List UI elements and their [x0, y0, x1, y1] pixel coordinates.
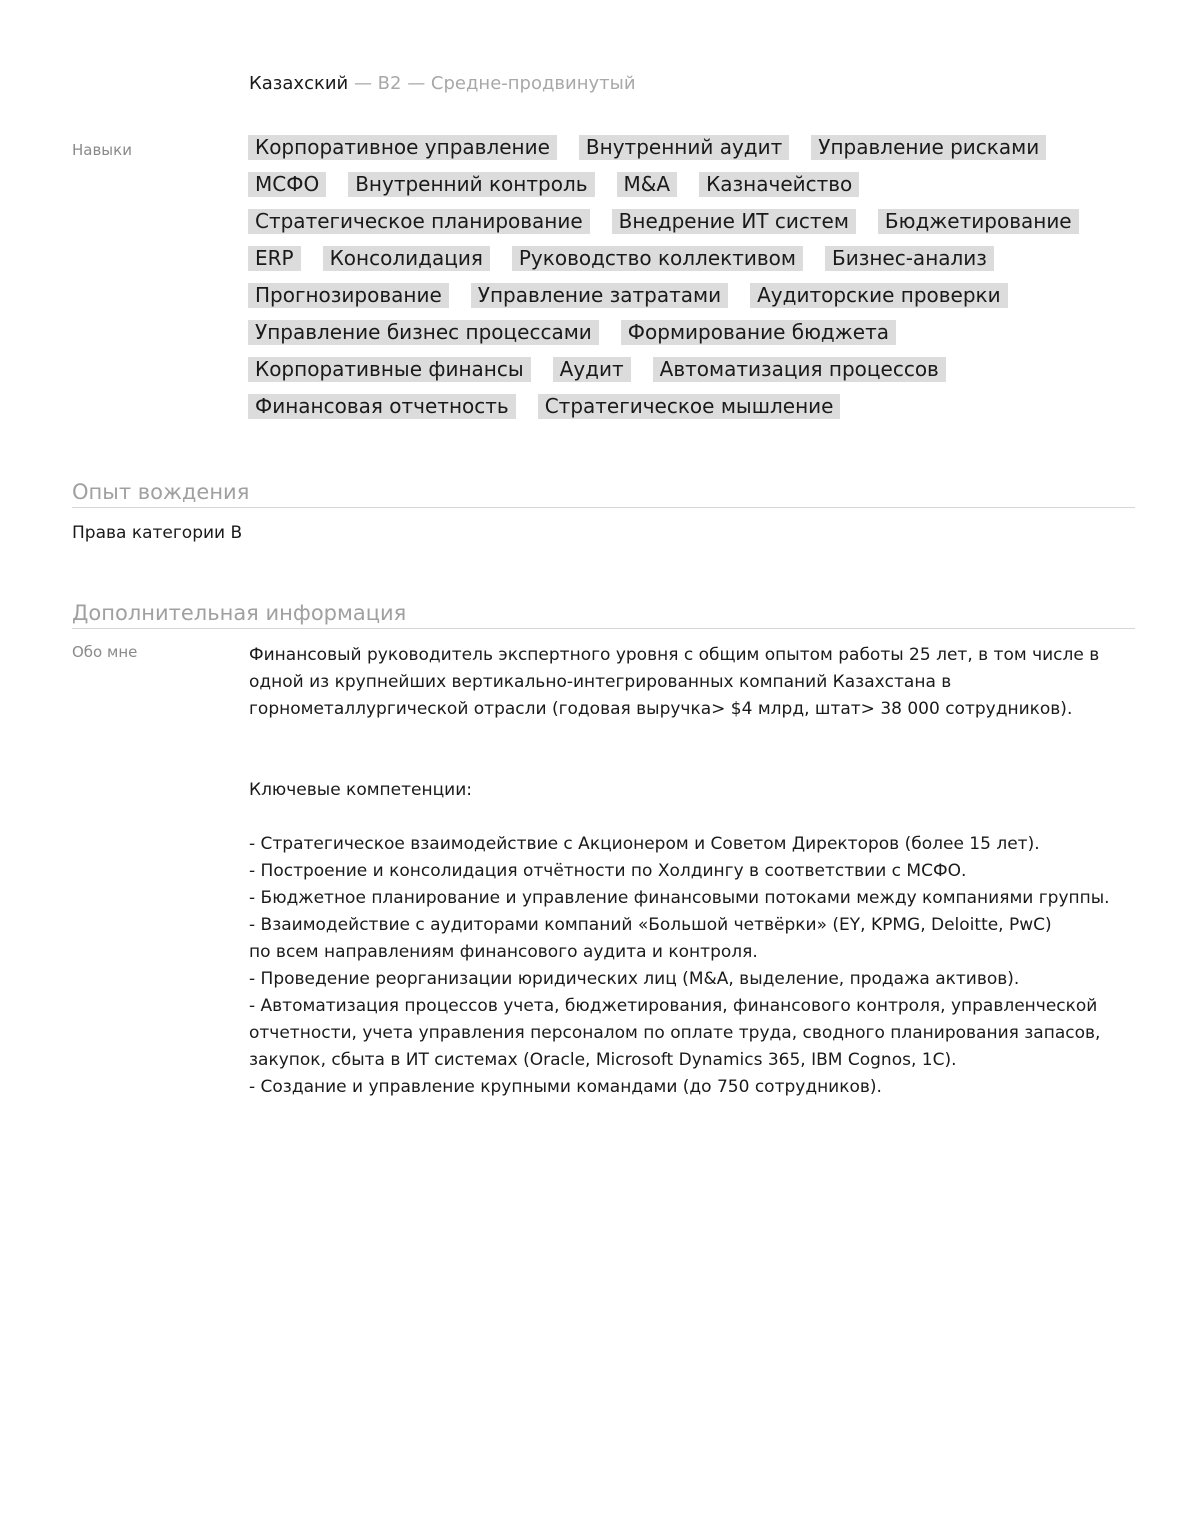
additional-info-section-title: Дополнительная информация — [72, 599, 1135, 629]
competencies-list — [249, 831, 1149, 1101]
competency-item: - Проведение реорганизации юридических лиц (M&A, выделение, продажа активов). — [249, 969, 1020, 989]
skill-tag: Внедрение ИТ систем — [612, 209, 856, 234]
language-entry — [249, 72, 636, 96]
skill-tag: Консолидация — [323, 246, 490, 271]
competency-item: - Взаимодействие с аудиторами компаний «Большой четвёрки» (EY, KPMG, Deloitte, PwC) по всем направлениям финансового аудита и контроля. — [249, 915, 1052, 962]
skill-tag: Бюджетирование — [878, 209, 1079, 234]
competency-item: - Построение и консолидация отчётности по Холдингу в соответствии с МСФО. — [249, 861, 967, 881]
skill-tag: Внутренний контроль — [348, 172, 594, 197]
driving-section-title: Опыт вождения — [72, 478, 1135, 508]
skill-tag: Формирование бюджета — [621, 320, 896, 345]
skill-tag: Управление бизнес процессами — [248, 320, 599, 345]
skill-tag: Управление рисками — [811, 135, 1046, 160]
skill-tag: Аудит — [553, 357, 631, 382]
skill-tag: Автоматизация процессов — [653, 357, 946, 382]
competencies-heading: Ключевые компетенции: — [249, 780, 472, 800]
competency-item: - Создание и управление крупными командами (до 750 сотрудников). — [249, 1077, 882, 1097]
skill-tag: Корпоративное управление — [248, 135, 557, 160]
skill-tag: Аудиторские проверки — [750, 283, 1008, 308]
skill-tag: Корпоративные финансы — [248, 357, 531, 382]
skill-tag: Стратегическое мышление — [538, 394, 841, 419]
skill-tag: Бизнес-анализ — [825, 246, 994, 271]
skills-label: Навыки — [72, 141, 132, 159]
skill-tag: Казначейство — [699, 172, 859, 197]
competency-item: - Стратегическое взаимодействие с Акционером и Советом Директоров (более 15 лет). — [249, 834, 1040, 854]
about-me-text — [249, 642, 1149, 1101]
about-me-label: Обо мне — [72, 643, 138, 661]
competency-item: - Бюджетное планирование и управление финансовыми потоками между компаниями группы. — [249, 888, 1110, 908]
skills-list — [248, 135, 1138, 419]
skill-tag: МСФО — [248, 172, 326, 197]
skill-tag: M&A — [617, 172, 678, 197]
driving-license-value: Права категории B — [72, 523, 243, 543]
language-name: Казахский — [249, 73, 349, 94]
skill-tag: Финансовая отчетность — [248, 394, 516, 419]
skill-tag: Стратегическое планирование — [248, 209, 590, 234]
skill-tag: Руководство коллективом — [512, 246, 803, 271]
competency-item: - Автоматизация процессов учета, бюджетирования, финансового контроля, управленческой отчетности, учета управления персоналом по оплате труда, сводного планирования запасов, закупок, сбыта в ИТ системах (Oracle, Microsoft Dynamics 365, IBM Cognos, 1С). — [249, 996, 1101, 1070]
skill-tag: Управление затратами — [471, 283, 728, 308]
skill-tag: ERP — [248, 246, 301, 271]
language-level: — B2 — Средне-продвинутый — [348, 73, 636, 94]
skill-tag: Прогнозирование — [248, 283, 449, 308]
about-intro-paragraph: Финансовый руководитель экспертного уровня с общим опытом работы 25 лет, в том числе в одной из крупнейших вертикально-интегрированных компаний Казахстана в горнометаллургической отрасли (годовая выручка> $4 млрд, штат> 38 000 сотрудников). — [249, 645, 1100, 719]
skill-tag: Внутренний аудит — [579, 135, 789, 160]
